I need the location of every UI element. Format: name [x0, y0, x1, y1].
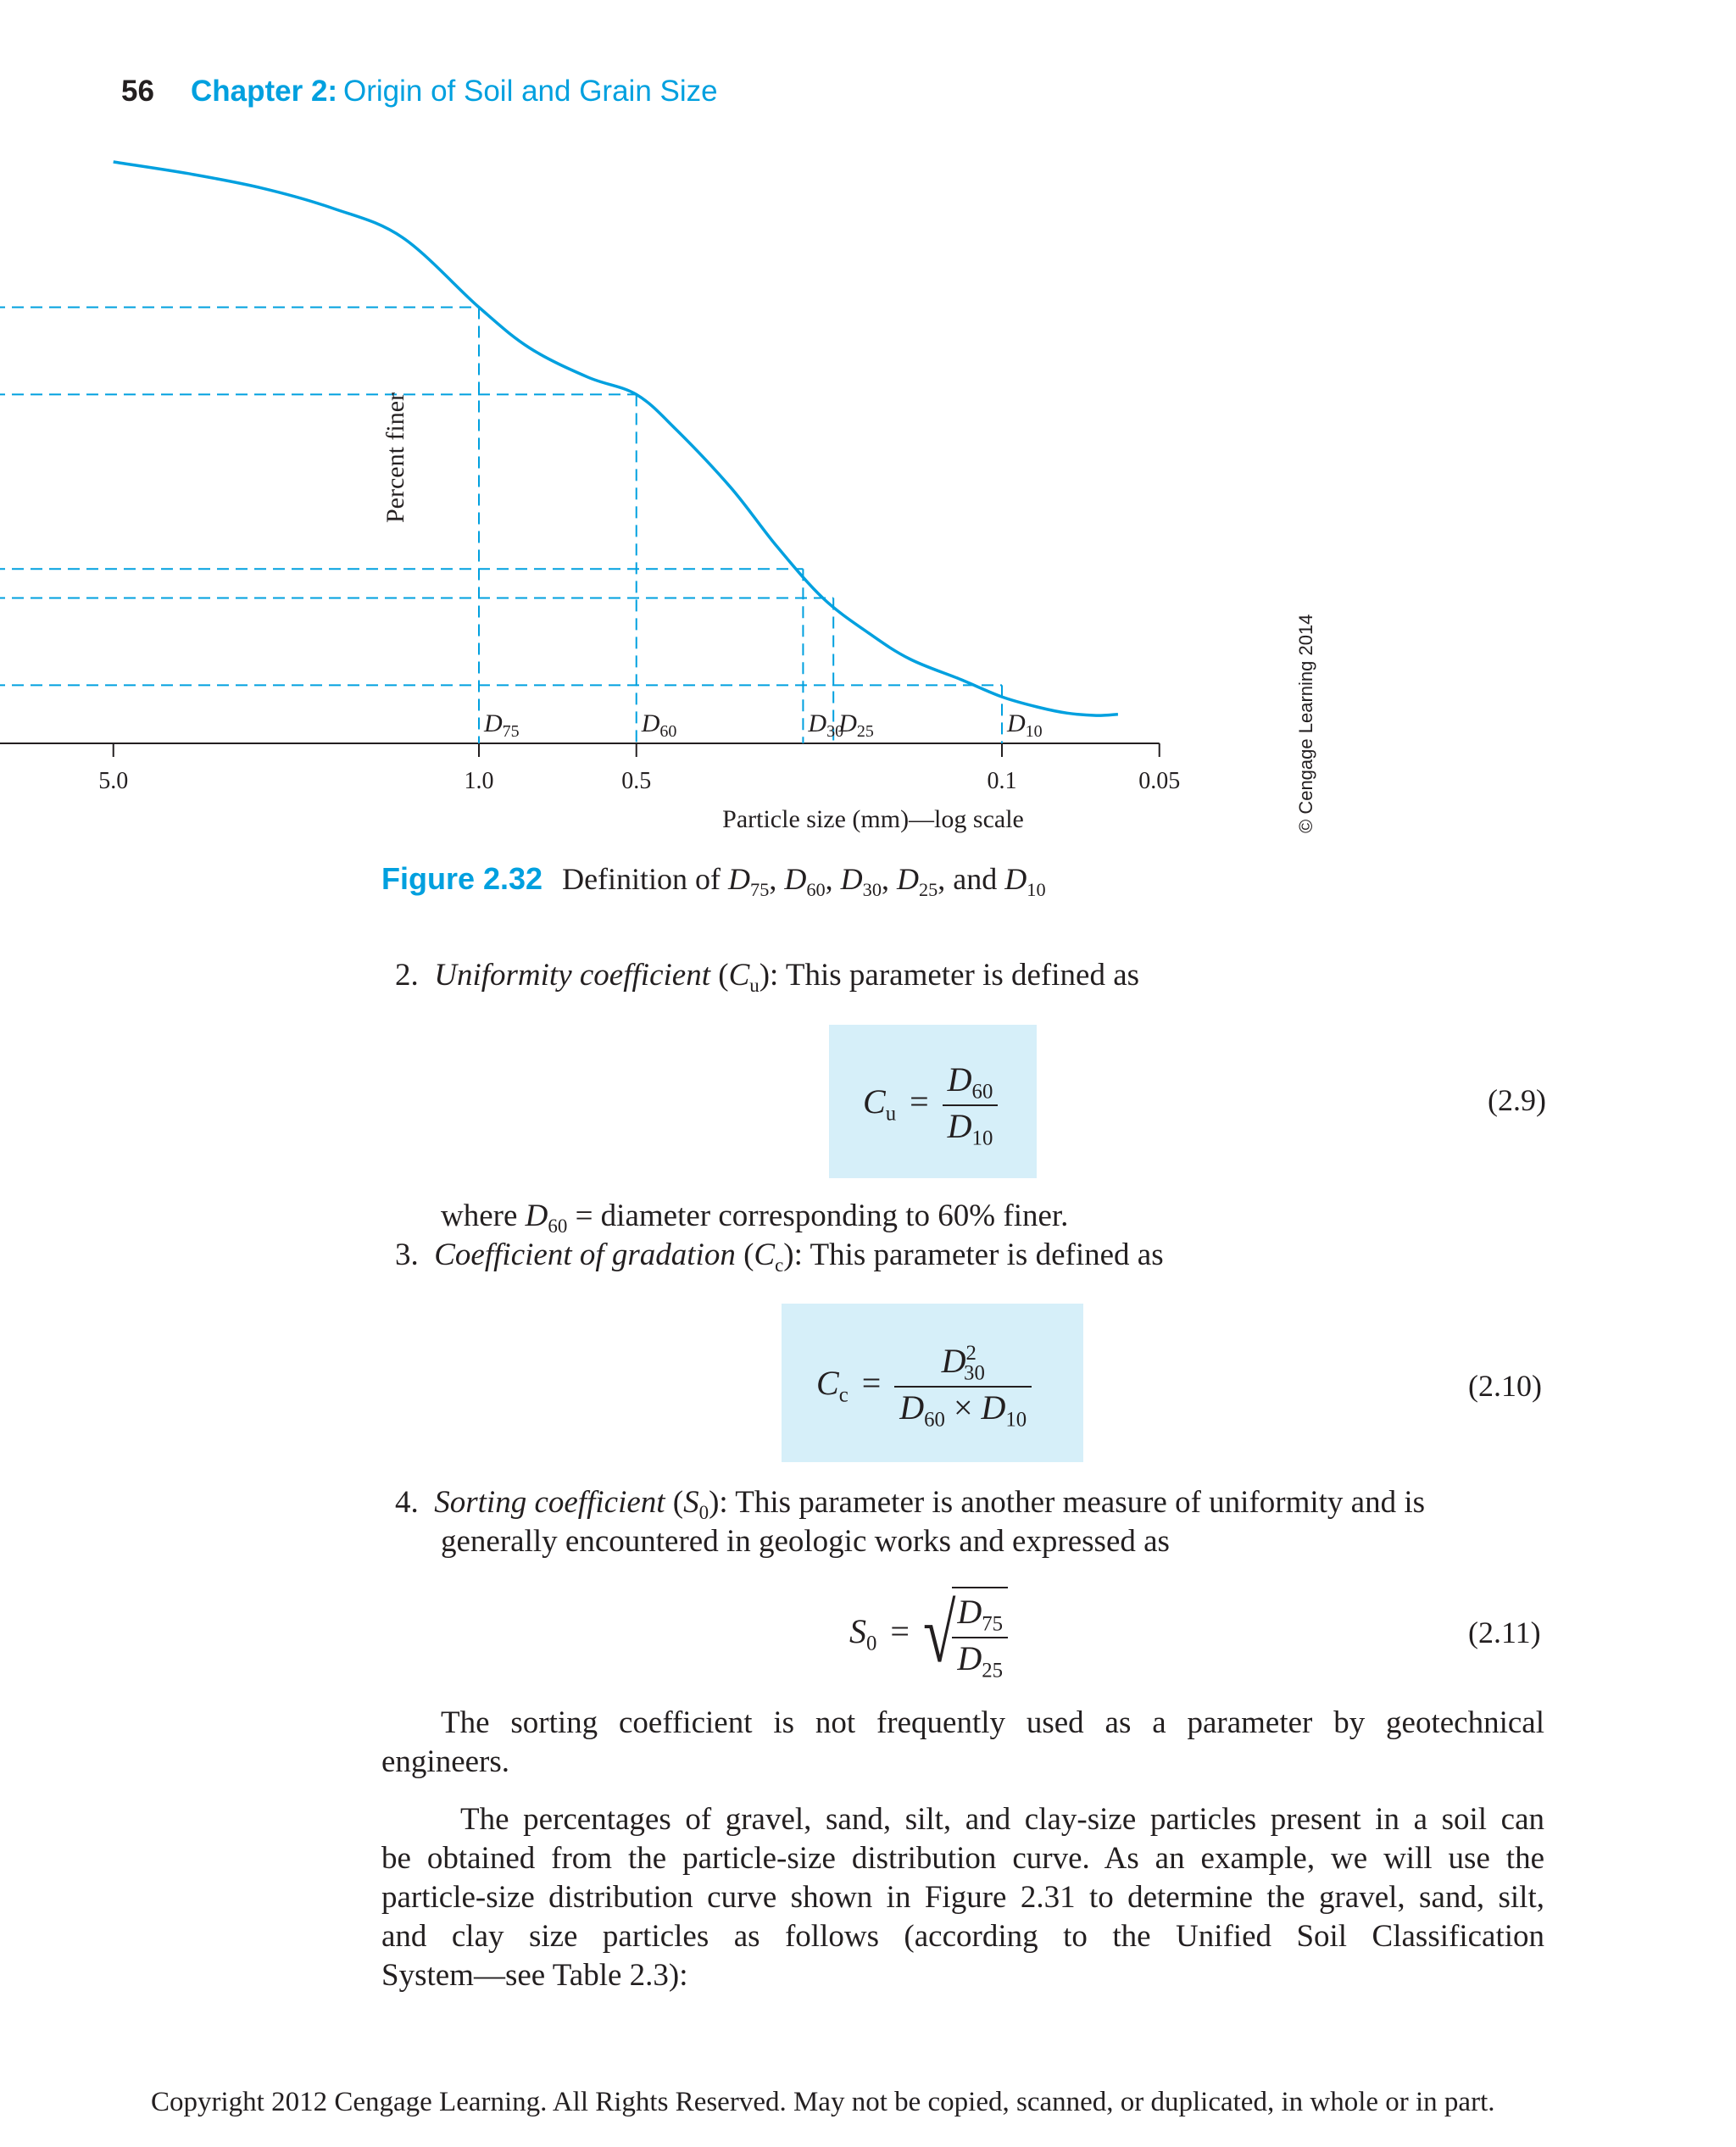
page-number: 56: [121, 75, 154, 108]
equation-2-9: $C_u$ = $\frac{D_{60}}{D_{10}}$: [863, 1060, 998, 1150]
paragraph-2-line-5: System—see Table 2.3):: [381, 1958, 688, 1993]
figure-number: Figure 2.32: [381, 861, 543, 896]
item-4-line-2: generally encountered in geologic works and expressed as: [441, 1524, 1170, 1559]
chapter-title: Origin of Soil and Grain Size: [343, 75, 718, 108]
chart-curve: [114, 162, 1118, 715]
x-tick-label: 1.0: [464, 768, 494, 794]
where-d60-line: where $D_{60}$ = diameter corresponding to 60% finer.: [441, 1199, 1069, 1238]
x-axis-label: Particle size (mm)—log scale: [722, 805, 1024, 833]
item-3-intro: 3. Coefficient of gradation $(C_c)$: This parameter is defined as: [395, 1238, 1164, 1277]
item-2-intro: 2. Uniformity coefficient $(C_u)$: This parameter is defined as: [395, 958, 1140, 997]
chart-labels: [483, 709, 1043, 741]
marker-label-d60: $D_{60}$: [641, 709, 677, 741]
x-tick-label: 0.05: [1138, 768, 1181, 794]
chapter-label: Chapter 2:: [191, 75, 338, 108]
chart-guides: [0, 308, 1002, 744]
marker-label-d10: $D_{10}$: [1007, 709, 1043, 741]
paragraph-1-line-1: The sorting coefficient is not frequently used as a parameter by geotechnical: [441, 1705, 1544, 1740]
figure-caption: Figure 2.32 Definition of $D_{75}$, $D_{60}$, $D_{30}$, $D_{25}$, and $D_{10}$: [381, 861, 1046, 900]
equation-number-2-11: (2.11): [1468, 1616, 1541, 1649]
equation-number-2-9: (2.9): [1488, 1083, 1546, 1117]
equation-2-10: $C_c$ = $\frac{D^2_{30}}{D_{60} \times D_{10}}$: [816, 1341, 1032, 1432]
paragraph-1-line-2: engineers.: [381, 1744, 510, 1779]
paragraph-2-line-1: The percentages of gravel, sand, silt, and clay-size particles present in a soil can: [460, 1802, 1544, 1837]
marker-label-d30: $D_{30}$: [808, 709, 844, 741]
copyright-vertical: © Cengage Learning 2014: [1295, 614, 1316, 833]
x-tick-label: 0.5: [621, 768, 652, 794]
x-tick-label: 0.1: [987, 768, 1017, 794]
x-tick-label: 5.0: [98, 768, 129, 794]
paragraph-2-line-2: be obtained from the particle-size distribution curve. As an example, we will use the: [381, 1841, 1544, 1876]
marker-label-d25: $D_{25}$: [838, 709, 874, 741]
marker-label-d75: $D_{75}$: [484, 709, 520, 741]
item-4-line-1: 4. Sorting coefficient $(S_0)$: This parameter is another measure of uniformity and is: [395, 1485, 1426, 1524]
distribution-curve: [114, 162, 1118, 715]
equation-number-2-10: (2.10): [1468, 1369, 1542, 1403]
grain-size-chart: [0, 0, 1736, 865]
equation-2-11: $S_0$ = √ $\frac{D_{75}}{D_{25}}$: [849, 1587, 1008, 1683]
paragraph-2-line-4: and clay size particles as follows (according to the Unified Soil Classification: [381, 1919, 1544, 1954]
y-axis-label: Percent finer: [381, 392, 409, 524]
paragraph-2-line-3: particle-size distribution curve shown in Figure 2.31 to determine the gravel, sand, silt,: [381, 1880, 1544, 1915]
footer-copyright: Copyright 2012 Cengage Learning. All Rights Reserved. May not be copied, scanned, or duplicated, in whole or in part.: [151, 2087, 1495, 2117]
